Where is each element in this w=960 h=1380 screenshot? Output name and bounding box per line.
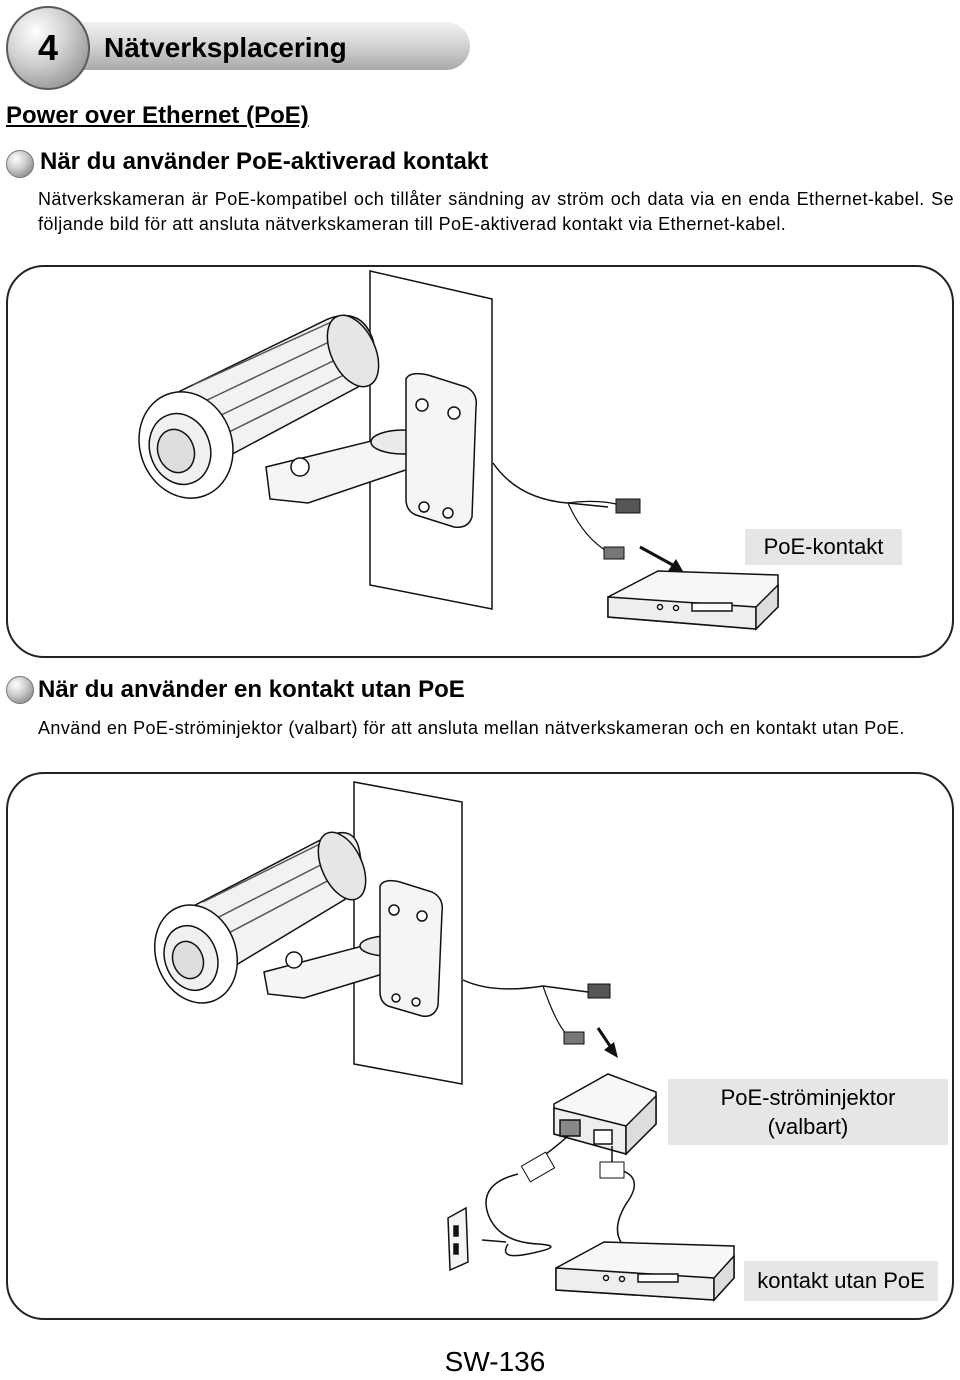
label-poe-switch: PoE-kontakt [745, 529, 902, 565]
paragraph-poe: Nätverkskameran är PoE-kompatibel och tillåter sändning av ström och data via en enda Ethernet-kabel. Se följande bild för att ansluta nätverkskameran till PoE-aktiverad kontakt via Ethernet-kabel. [38, 189, 954, 234]
subsection-title-poe: När du använder PoE-aktiverad kontakt [40, 148, 489, 175]
poe-injector-icon [554, 1074, 656, 1154]
chapter-title: Nätverksplacering [104, 32, 347, 63]
wall-outlet-icon [448, 1208, 468, 1270]
network-switch-icon [608, 571, 778, 629]
label-poe-injector-line1: PoE-ströminjektor [720, 1085, 896, 1110]
page-label: SW-136 [444, 1346, 546, 1377]
poe-connection-illustration [8, 267, 956, 660]
illustration-panel-non-poe [6, 772, 954, 1320]
sphere-bullet-icon [6, 676, 34, 704]
illustration-panel-poe [6, 265, 954, 658]
label-non-poe-switch: kontakt utan PoE [744, 1261, 938, 1301]
paragraph-non-poe: Använd en PoE-ströminjektor (valbart) för att ansluta mellan nätverkskameran och en kontakt utan PoE. [38, 718, 905, 738]
subsection-title-non-poe: När du använder en kontakt utan PoE [38, 676, 465, 703]
network-switch-icon [556, 1242, 734, 1300]
section-title: Power over Ethernet (PoE) [6, 102, 309, 129]
injector-connection-illustration [8, 774, 956, 1322]
label-poe-injector-line2: (valbart) [767, 1114, 849, 1139]
chapter-number: 4 [37, 27, 59, 68]
label-poe-injector [668, 1079, 948, 1145]
sphere-bullet-icon [6, 150, 34, 178]
